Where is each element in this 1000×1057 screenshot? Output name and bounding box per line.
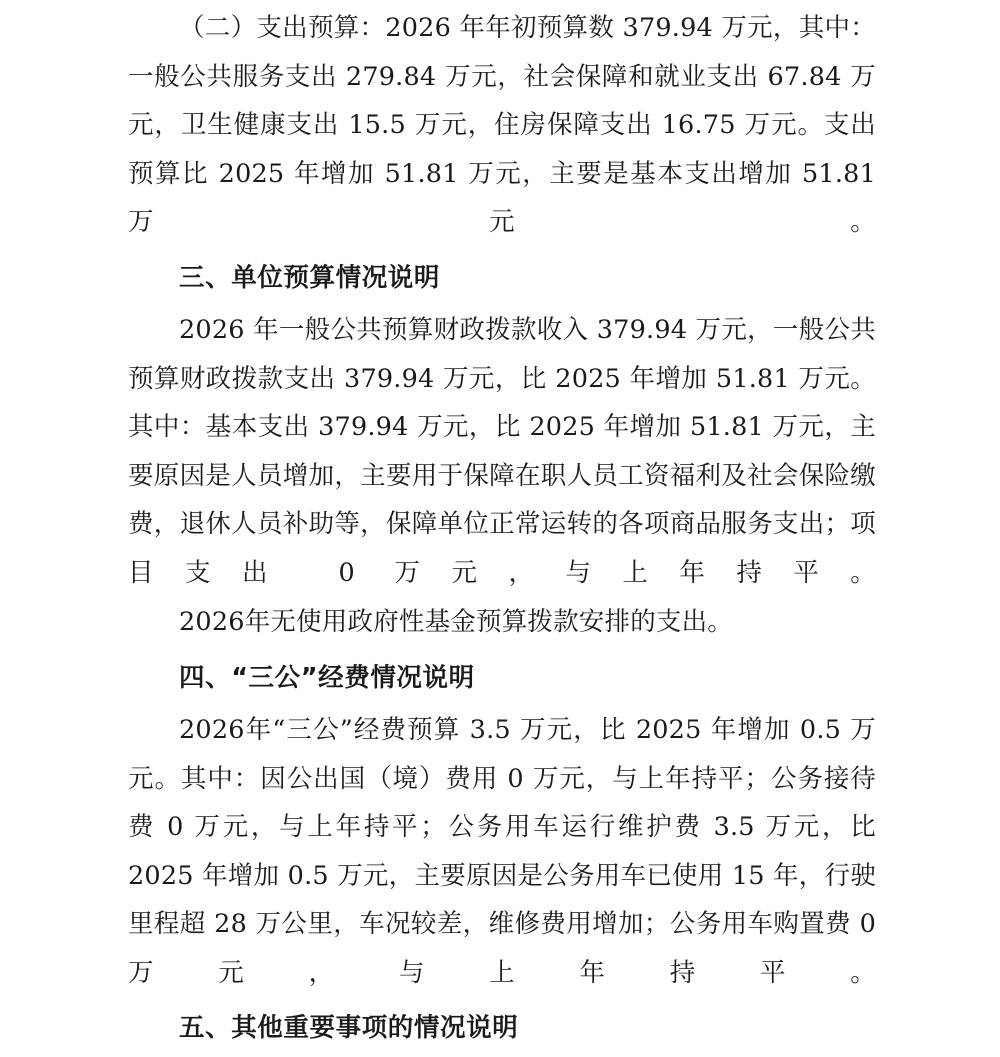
- paragraph-three-public-detail: 2026年“三公”经费预算 3.5 万元，比 2025 年增加 0.5 万元。其中：因公出国（境）费用 0 万元，与上年持平；公务接待费 0 万元，与上年持平；公务用车运行维护费 3.5 万元，比 2025 年增加 0.5 万元，主要原因是公务用车已使用 15 年，行驶里程超 28 万公里，车况较差，维修费用增加；公务用车购置费 0 万元，与上年持平。: [128, 715, 876, 988]
- heading-three-public-expenses: 四、“三公”经费情况说明: [179, 662, 475, 693]
- paragraph-expenditure-budget: （二）支出预算：2026 年年初预算数 379.94 万元，其中：一般公共服务支出 279.84 万元，社会保障和就业支出 67.84 万元，卫生健康支出 15.5 万元，住房保障支出 16.75 万元。支出预算比 2025 年增加 51.81 万元，主要是基本支出增加 51.81 万元。: [128, 13, 876, 237]
- document-body: [128, 0, 876, 1057]
- paragraph-general-public-budget: 2026 年一般公共预算财政拨款收入 379.94 万元，一般公共预算财政拨款支出 379.94 万元，比 2025 年增加 51.81 万元。其中：基本支出 379.94 万元，比 2025 年增加 51.81 万元，主要原因是人员增加，主要用于保障在职人员工资福利及社会保险缴费，退休人员补助等，保障单位正常运转的各项商品服务支出；项目支出 0 万元，与上年持平。: [128, 315, 876, 588]
- paragraph-government-fund: 2026年无使用政府性基金预算拨款安排的支出。: [179, 607, 733, 637]
- heading-unit-budget: 三、单位预算情况说明: [179, 262, 441, 293]
- heading-other-important-matters: 五、其他重要事项的情况说明: [179, 1013, 519, 1043]
